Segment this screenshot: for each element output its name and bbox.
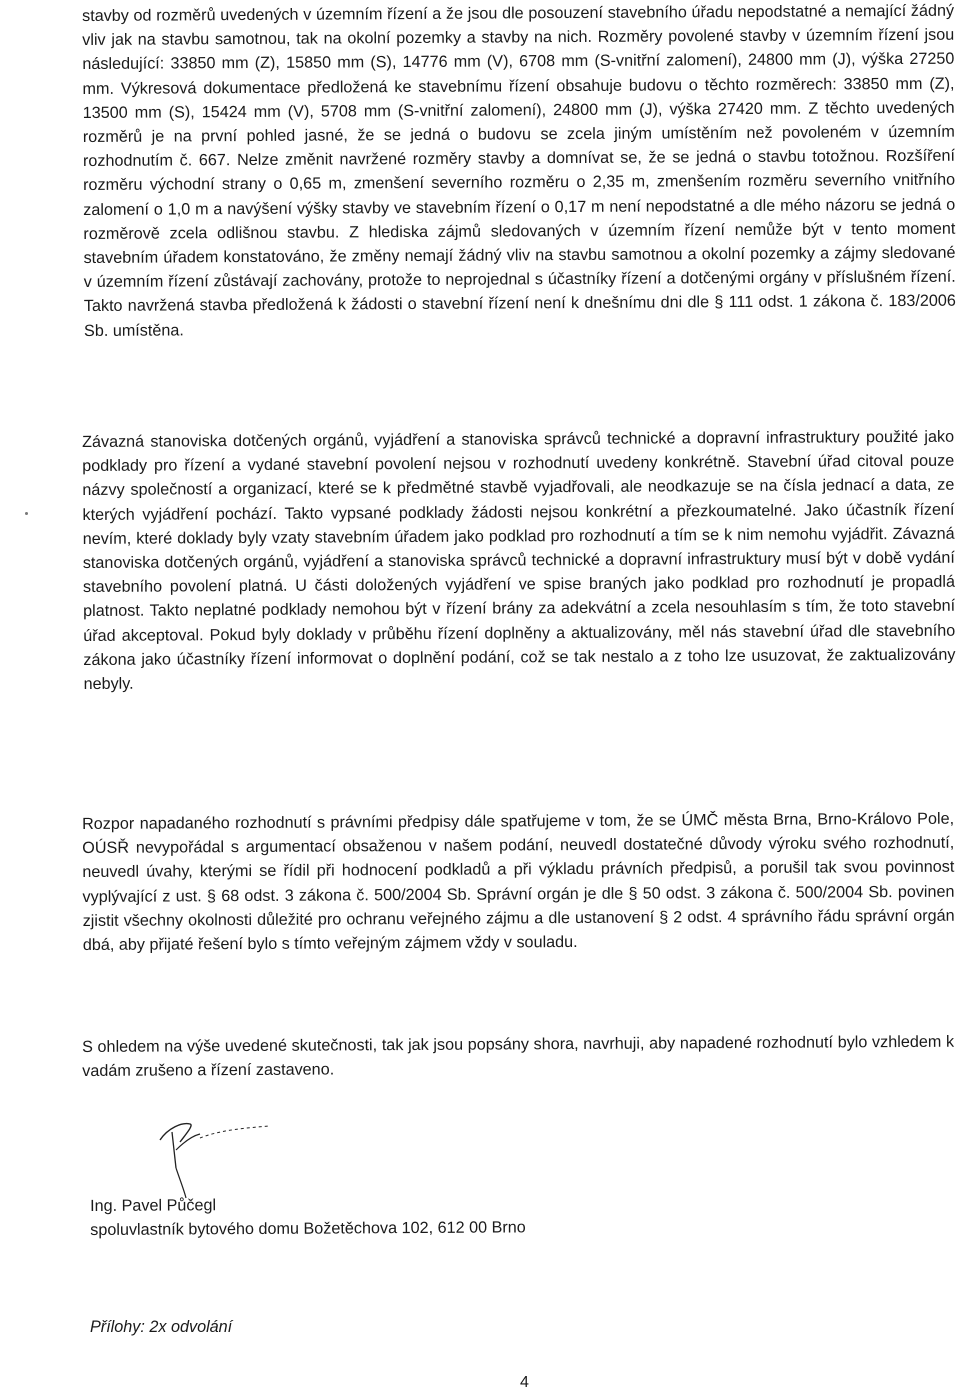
page-number: 4 — [520, 1374, 529, 1391]
scan-speck — [25, 512, 28, 515]
attachments-note: Přílohy: 2x odvolání — [90, 1318, 233, 1336]
paragraph-legal-conflict: Rozpor napadaného rozhodnutí s právními předpisy dále spatřujeme v tom, že se ÚMČ města Brna, Brno-Královo Pole, OÚSŘ nevypořádal s argumentací obsaženou v našem podání, neuvedl dostatečné důvody výroku svého rozhodnutí, neuvedl úvahy, kterými se řídil při hodnocení podkladů a při výkladu právních předpisů, a porušil tak svou povinnost vyplývající z ust. § 68 odst. 3 zákona č. 500/2004 Sb. Správní orgán je dle § 50 odst. 3 zákona č. 500/2004 Sb. povinen zjistit všechny okolnosti důležité pro ochranu veřejného zájmu a dle ustanovení § 2 odst. 4 správního řádu správní orgán dbá, aby přijaté řešení bylo s tímto veřejným zájmem vždy v souladu. — [82, 809, 955, 955]
paragraph-conclusion: S ohledem na výše uvedené skutečnosti, tak jak jsou popsány shora, navrhuji, aby napadené rozhodnutí bylo vzhledem k vadám zrušeno a řízení zastaveno. — [82, 1032, 955, 1081]
paragraph-dimensions: stavby od rozměrů uvedených v územním řízení a že jsou dle posouzení stavebního úřadu nepodstatné a nemající žádný vliv jak na stavbu samotnou, tak na okolní pozemky a stavby na nich. Rozměry povolené stavby v územním řízení jsou následující: 33850 mm (Z), 15850 mm (S), 14776 mm (V), 6708 mm (S-vnitřní zalomení), 24800 mm (J), výška 27250 mm. Výkresová dokumentace předložená ke stavebnímu řízení obsahuje budovu o těchto rozměrech: 33850 mm (Z), 13500 mm (S), 15424 mm (V), 5708 mm (S-vnitřní zalomení), 24800 mm (J), výška 27420 mm. Z těchto uvedených rozměrů je na první pohled jasné, že se jedná o budovu se zcela jiným umístěním než povoleném v územním rozhodnutím č. 667. Nelze změnit navržené rozměry stavby a domnívat se, že se jedná o stavbu totožnou. Rozšíření rozměru východní strany o 0,65 m, zmenšení severního rozměru o 2,35 m, zmenšením rozměru severního vnitřního zalomení o 1,0 m a navýšení výšky stavby ve stavebním řízení o 0,17 m není nepodstatné a dle mého názoru se jedná o rozměrově zcela odlišnou stavbu. Z hlediska zájmů sledovaných v územním řízení nemůže být v tento moment stavebním úřadem konstatováno, že změny nemají žádný vliv na stavbu samotnou a okolní pozemky a zájmy sledované v územním řízení zůstávají zachovány, protože to neprojednal s účastníky řízení a dotčenými orgány v příslušném řízení. Takto navržená stavba předložená k žádosti o stavební řízení není k dnešnímu dni dle § 111 odst. 1 zákona č. 183/2006 Sb. umístěna. — [82, 1, 956, 340]
signer-name: Ing. Pavel Půčegl — [90, 1196, 217, 1215]
paragraph-binding-opinions: Závazná stanoviska dotčených orgánů, vyjádření a stanoviska správců technické a dopravní infrastruktury použité jako podklady pro řízení a vydané stavební povolení nejsou v rozhodnutí uvedeny konkrétně. Stavební úřad citoval pouze názvy společností a organizací, které se k předmětné stavbě vyjadřovali, ale neodkazuje se na čísla jednací a data, ze kterých vyjádření pochází. Takto vypsané podklady žádosti nejsou konkrétní a přezkoumatelné. Jako účastník řízení nevím, které doklady byly vzaty stavebním úřadem jako podklad pro rozhodnutí a tím se k nim nemohu vyjádřit. Závazná stanoviska dotčených orgánů, vyjádření a stanoviska správců technické a dopravní infrastruktury musí být v době vydání stavebního povolení platná. U části doložených vyjádření ve spise braných jako podklad pro rozhodnutí je propadlá platnost. Takto neplatné podklady nemohou být v řízení brány za adekvátní a zcela nesouhlasím s tím, že toto stavební úřad akceptoval. Pokud byly doklady v průběhu řízení doplněny a aktualizovány, měl nás stavební úřad dle stavebního zákona jako účastníky řízení informovat o doplnění podání, což se tak nestalo a z toho lze usuzovat, že zaktualizovány nebyly. — [82, 427, 956, 694]
signer-block — [90, 1191, 526, 1242]
handwritten-signature — [150, 1110, 290, 1200]
signer-role: spoluvlastník bytového domu Božetěchova 102, 612 00 Brno — [90, 1218, 526, 1240]
